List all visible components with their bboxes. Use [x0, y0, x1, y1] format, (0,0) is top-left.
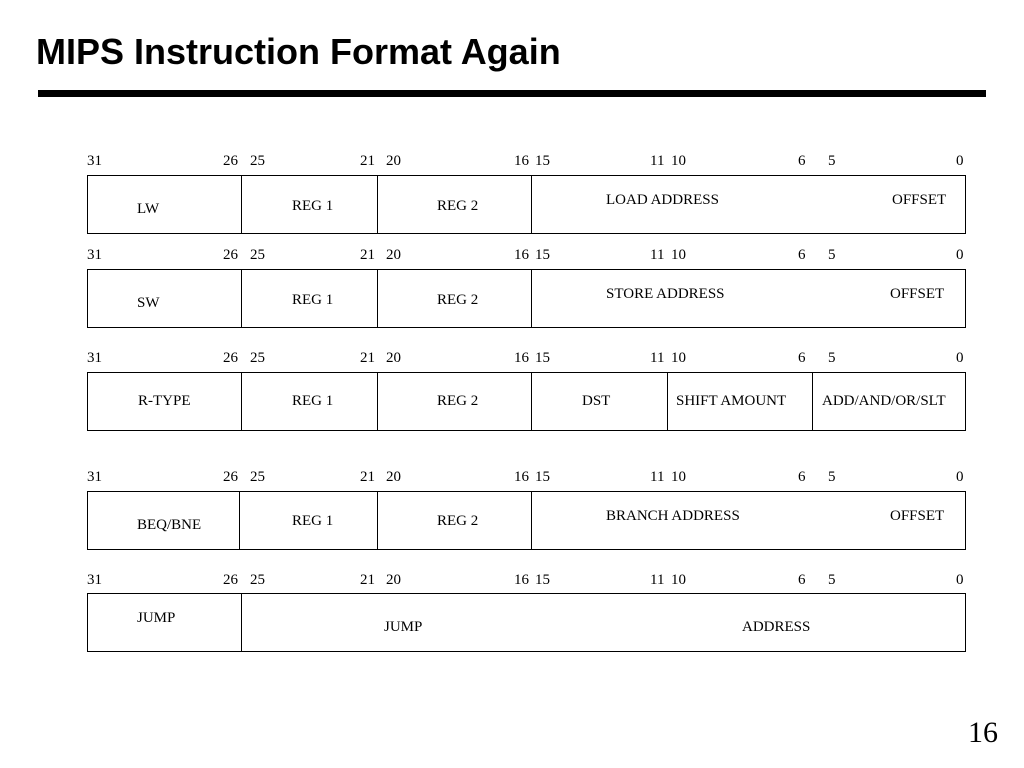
jump-target-label: JUMP	[384, 619, 423, 635]
bit-0: 0	[956, 247, 964, 263]
address-field: LOAD ADDRESS	[606, 192, 719, 208]
bit-15: 15	[535, 153, 550, 169]
bit-26: 26	[223, 153, 238, 169]
bit-16: 16	[514, 350, 529, 366]
bit-21: 21	[360, 247, 375, 263]
format-box-branch	[87, 491, 966, 550]
field-divider	[377, 176, 378, 233]
opcode-field: BEQ/BNE	[137, 517, 202, 533]
bit-0: 0	[956, 572, 964, 588]
field-divider	[377, 270, 378, 327]
page-number: 16	[968, 716, 998, 749]
bit-5: 5	[828, 469, 836, 485]
field-divider	[241, 373, 242, 430]
bit-11: 11	[650, 469, 665, 485]
bit-21: 21	[360, 153, 375, 169]
field-divider	[667, 373, 668, 430]
title-underline	[38, 90, 986, 97]
bit-6: 6	[798, 247, 806, 263]
offset-label: OFFSET	[890, 286, 945, 302]
bit-26: 26	[223, 469, 238, 485]
bit-20: 20	[386, 572, 401, 588]
reg2-field: REG 2	[437, 513, 479, 529]
opcode-field: LW	[137, 201, 160, 217]
bit-20: 20	[386, 469, 401, 485]
bit-5: 5	[828, 572, 836, 588]
bit-25: 25	[250, 469, 265, 485]
bit-10: 10	[671, 572, 686, 588]
address-field: BRANCH ADDRESS	[606, 508, 740, 524]
bit-6: 6	[798, 350, 806, 366]
bit-25: 25	[250, 350, 265, 366]
bit-11: 11	[650, 247, 665, 263]
bit-15: 15	[535, 247, 550, 263]
field-divider	[812, 373, 813, 430]
bit-position-labels-jump	[0, 571, 1024, 589]
bit-25: 25	[250, 572, 265, 588]
bit-11: 11	[650, 572, 665, 588]
bit-21: 21	[360, 469, 375, 485]
opcode-field: R-TYPE	[138, 393, 191, 409]
bit-6: 6	[798, 153, 806, 169]
slide-title: MIPS Instruction Format Again	[36, 31, 561, 72]
bit-16: 16	[514, 247, 529, 263]
field-divider	[377, 492, 378, 549]
bit-6: 6	[798, 572, 806, 588]
bit-31: 31	[87, 153, 102, 169]
bit-position-labels-lw	[0, 152, 1024, 170]
bit-31: 31	[87, 572, 102, 588]
bit-0: 0	[956, 153, 964, 169]
bit-15: 15	[535, 572, 550, 588]
format-box-jump	[87, 593, 966, 652]
bit-0: 0	[956, 350, 964, 366]
function-field: ADD/AND/OR/SLT	[822, 393, 946, 409]
bit-26: 26	[223, 350, 238, 366]
bit-26: 26	[223, 572, 238, 588]
bit-25: 25	[250, 247, 265, 263]
bit-31: 31	[87, 469, 102, 485]
field-divider	[241, 594, 242, 651]
bit-0: 0	[956, 469, 964, 485]
bit-20: 20	[386, 153, 401, 169]
reg2-field: REG 2	[437, 198, 479, 214]
shift-amount-field: SHIFT AMOUNT	[676, 393, 787, 409]
opcode-field: JUMP	[137, 610, 176, 626]
reg1-field: REG 1	[292, 292, 334, 308]
bit-21: 21	[360, 350, 375, 366]
field-divider	[241, 270, 242, 327]
bit-16: 16	[514, 469, 529, 485]
reg2-field: REG 2	[437, 292, 479, 308]
bit-31: 31	[87, 350, 102, 366]
format-box-lw	[87, 175, 966, 234]
jump-address-label: ADDRESS	[742, 619, 811, 635]
format-box-sw	[87, 269, 966, 328]
field-divider	[531, 270, 532, 327]
bit-10: 10	[671, 350, 686, 366]
field-divider	[531, 492, 532, 549]
bit-6: 6	[798, 469, 806, 485]
field-divider	[241, 176, 242, 233]
bit-5: 5	[828, 247, 836, 263]
field-divider	[531, 373, 532, 430]
bit-15: 15	[535, 350, 550, 366]
bit-31: 31	[87, 247, 102, 263]
bit-16: 16	[514, 153, 529, 169]
bit-20: 20	[386, 350, 401, 366]
offset-label: OFFSET	[892, 192, 947, 208]
bit-21: 21	[360, 572, 375, 588]
reg1-field: REG 1	[292, 393, 334, 409]
bit-20: 20	[386, 247, 401, 263]
bit-16: 16	[514, 572, 529, 588]
bit-11: 11	[650, 153, 665, 169]
field-divider	[377, 373, 378, 430]
bit-25: 25	[250, 153, 265, 169]
bit-11: 11	[650, 350, 665, 366]
bit-15: 15	[535, 469, 550, 485]
bit-26: 26	[223, 247, 238, 263]
format-box-rtype	[87, 372, 966, 431]
reg1-field: REG 1	[292, 198, 334, 214]
bit-5: 5	[828, 350, 836, 366]
field-divider	[239, 492, 240, 549]
bit-position-labels-rtype	[0, 349, 1024, 367]
dst-field: DST	[582, 393, 611, 409]
bit-10: 10	[671, 153, 686, 169]
reg1-field: REG 1	[292, 513, 334, 529]
offset-label: OFFSET	[890, 508, 945, 524]
bit-position-labels-sw	[0, 246, 1024, 264]
bit-position-labels-branch	[0, 468, 1024, 486]
field-divider	[531, 176, 532, 233]
opcode-field: SW	[137, 295, 160, 311]
reg2-field: REG 2	[437, 393, 479, 409]
address-field: STORE ADDRESS	[606, 286, 725, 302]
bit-10: 10	[671, 469, 686, 485]
bit-10: 10	[671, 247, 686, 263]
bit-5: 5	[828, 153, 836, 169]
